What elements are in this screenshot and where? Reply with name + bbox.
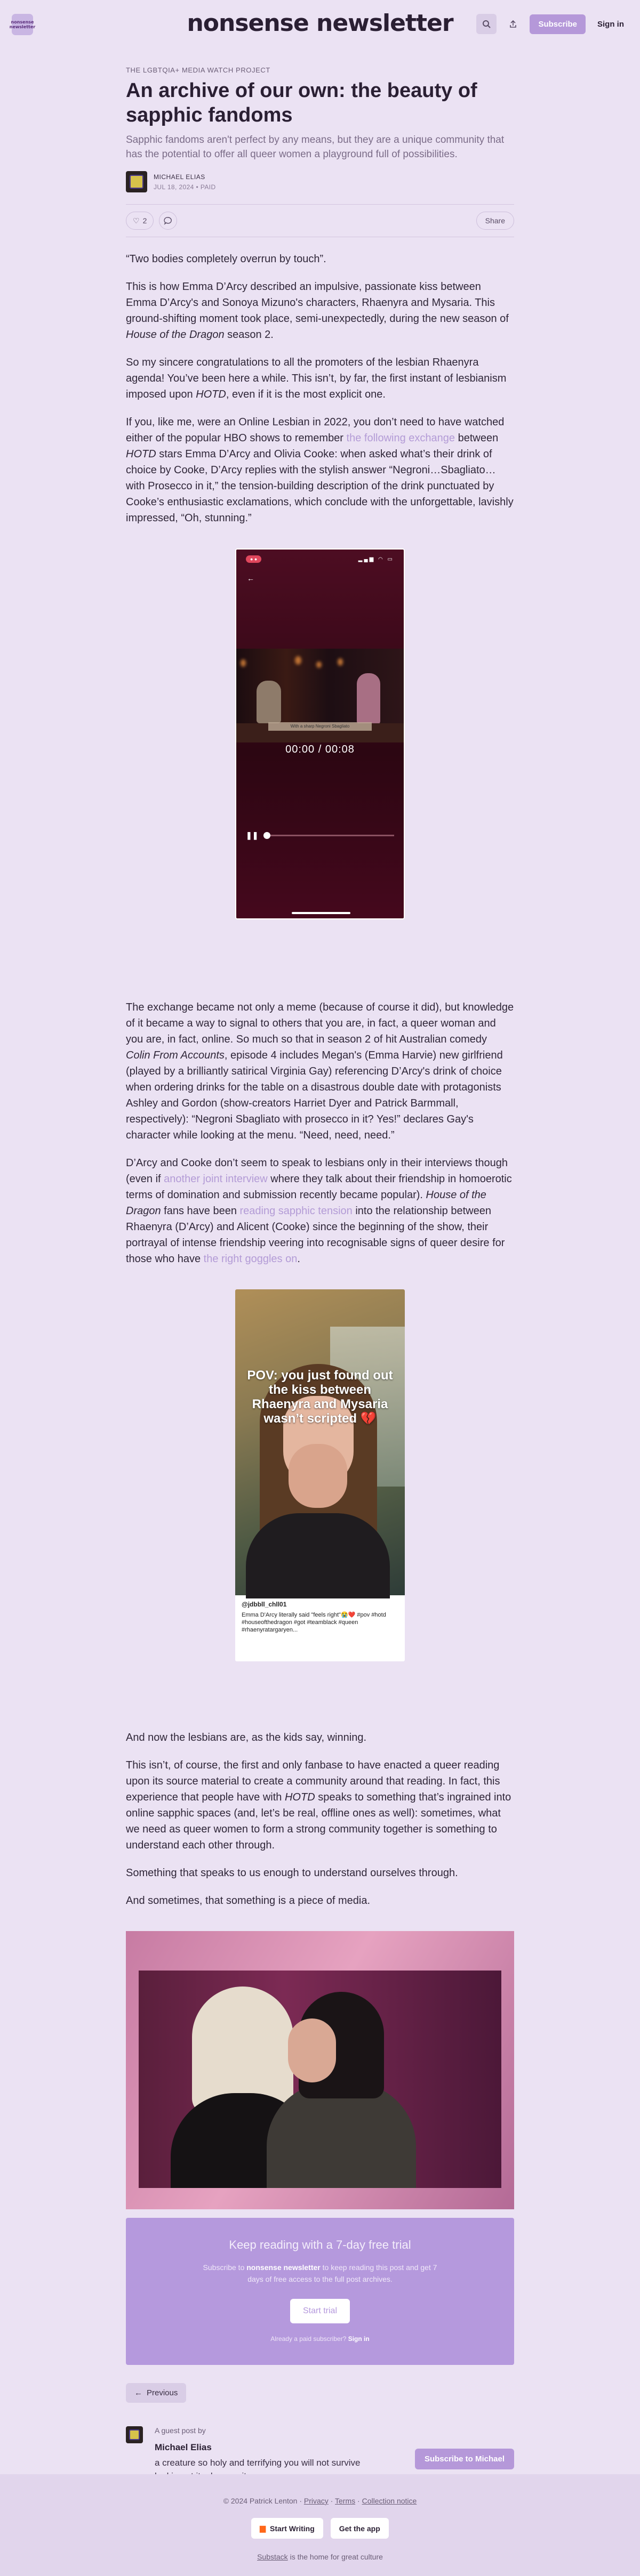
start-trial-button[interactable]: Start trial: [290, 2299, 350, 2323]
back-arrow-icon[interactable]: ←: [247, 574, 254, 583]
video-scrubber[interactable]: [263, 832, 270, 839]
copyright: © 2024 Patrick Lenton: [223, 2497, 298, 2505]
post-body-continued: [126, 999, 514, 1267]
site-title[interactable]: nonsense newsletter: [187, 10, 453, 37]
paragraph: This is how Emma D’Arcy described an impulsive, passionate kiss between Emma D’Arcy's and Sonoya Mizuno's characters, Rhaenyra and Mysaria. This ground-shifting moment took place, semi-unexpectedly, during the new season of House of the Dragon season 2.: [126, 281, 509, 341]
site-header: [0, 0, 640, 49]
author-name[interactable]: MICHAEL ELIAS: [154, 173, 205, 181]
post-title: An archive of our own: the beauty of sapphic fandoms: [126, 79, 477, 126]
guest-label: A guest post by: [155, 2426, 206, 2435]
byline: [126, 171, 514, 192]
sign-in-button[interactable]: Sign in: [597, 19, 624, 29]
paragraph: “Two bodies completely overrun by touch”.: [126, 253, 326, 265]
guest-avatar[interactable]: [126, 2426, 143, 2443]
link-reading-sapphic-tension[interactable]: reading sapphic tension: [239, 1205, 353, 1217]
already-subscriber: Already a paid subscriber? Sign in: [270, 2335, 370, 2343]
status-icons: ▂▄▆ ◠ ▭: [358, 556, 394, 562]
tiktok-username[interactable]: @jdbbll_chll01: [242, 1601, 287, 1608]
paywall-heading: Keep reading with a 7-day free trial: [229, 2238, 411, 2251]
paragraph: So my sincere congratulations to all the promoters of the lesbian Rhaenyra agenda! You’ve been here a while. This isn’t, by far, the first instant of lesbianism imposed upon HOTD, even if it is the most explicit one.: [126, 357, 507, 400]
heart-icon: ♡: [133, 216, 140, 225]
start-writing-button[interactable]: ▆ Start Writing: [251, 2518, 323, 2539]
paragraph: D’Arcy and Cooke don’t seem to speak to lesbians only in their interviews though (even if another joint interview where they talk about their friendship in homoerotic terms of domination and submission recently became popular). House of the Dragon fans have been reading sapphic tension into the relationship between Rhaenyra (D’Arcy) and Alicent (Cooke) since the beginning of the show, their portrayal of intense friendship veering into recognisable signs of queer desire for those who have the right goggles on.: [126, 1157, 512, 1265]
paragraph: And now the lesbians are, as the kids say, winning.: [126, 1732, 366, 1743]
paywall-description: Subscribe to nonsense newsletter to keep reading this post and get 7 days of free access to the full post archives.: [203, 2263, 437, 2283]
link-another-joint-interview[interactable]: another joint interview: [164, 1173, 268, 1185]
subscribe-button[interactable]: Subscribe: [530, 14, 586, 34]
logo-text: nonsense newsletter: [9, 20, 36, 29]
guest-name[interactable]: Michael Elias: [155, 2442, 212, 2452]
tiktok-overlay-text: POV: you just found out the kiss between Rhaenyra and Mysaria wasn’t scripted 💔: [247, 1368, 393, 1426]
search-icon[interactable]: [476, 14, 497, 34]
like-button[interactable]: [126, 212, 154, 230]
article-image[interactable]: [126, 1931, 514, 2209]
home-indicator: [292, 912, 350, 914]
embedded-video[interactable]: [235, 548, 405, 919]
post-kicker[interactable]: THE LGBTQIA+ MEDIA WATCH PROJECT: [126, 66, 270, 74]
paragraph: The exchange became not only a meme (because of course it did), but knowledge of it became a way to signal to others that you are, in fact, a queer woman and you are, in fact, online. So much so that in season 2 of hit Australian comedy Colin From Accounts, episode 4 includes Megan's (Emma Harvie) new girlfriend (played by a brilliantly satirical Virginia Gay) referencing D’Arcy's drink of choice when ordering drinks for the table on a disastrous double date with protagonists Ashley and Gordon (show-creators Harriet Dyer and Patrick Barmmall, respectively): “Negroni Sbagliato with prosecco in it? Yes!” declares Gay's character while looking at the menu. “Need, need, need.”: [126, 1002, 514, 1141]
paywall-sign-in-link[interactable]: Sign in: [348, 2335, 370, 2343]
privacy-link[interactable]: Privacy: [303, 2497, 329, 2505]
terms-link[interactable]: Terms: [335, 2497, 356, 2505]
paragraph: Something that speaks to us enough to understand ourselves through.: [126, 1867, 458, 1879]
substack-icon: ▆: [260, 2524, 266, 2532]
video-subtitle: With a sharp Negroni Sbagliato: [268, 722, 372, 731]
guest-bio: a creature so holy and terrifying you will not survive: [155, 2458, 361, 2468]
post-body: [126, 251, 514, 526]
post-action-bar: [126, 204, 514, 237]
author-avatar[interactable]: [126, 171, 147, 192]
link-right-goggles[interactable]: the right goggles on: [203, 1253, 298, 1265]
arrow-left-icon: ←: [134, 2388, 142, 2397]
paragraph: And sometimes, that something is a piece of media.: [126, 1895, 371, 1907]
post-date: JUL 18, 2024 • PAID: [154, 183, 216, 191]
share-icon[interactable]: [503, 14, 523, 34]
tiktok-embed[interactable]: [235, 1289, 405, 1661]
recording-indicator: ● ●: [246, 555, 261, 563]
site-footer: © 2024 Patrick Lenton · Privacy · Terms · Collection notice ▆ Start Writing Get the app Substack is the home for great culture: [0, 2474, 640, 2576]
comment-button[interactable]: [159, 212, 177, 230]
post-subtitle: Sapphic fandoms aren't perfect by any means, but they are a unique community that has the potential to offer all queer women a playground full of possibilities.: [126, 134, 505, 160]
paragraph: If you, like me, were an Online Lesbian in 2022, you don’t need to have watched either of the popular HBO shows to remember the following exchange between HOTD stars Emma D’Arcy and Olivia Cooke: when asked what’s their drink of choice by Cooke, D’Arcy replies with the stylish answer “Negroni…Sbagliato…with Prosecco in it,” the tension-building description of the drink punctuated by Cooke’s enthusiastic exclamations, which conclude with the unforgettable, lavishly impressed, “Oh, stunning.”: [126, 416, 514, 524]
video-progress-bar[interactable]: [263, 835, 394, 836]
share-button[interactable]: Share: [476, 212, 514, 230]
paid-badge: PAID: [200, 183, 216, 191]
comment-icon: [164, 216, 172, 225]
post-body-closing: [126, 1730, 514, 1909]
tiktok-thumbnail: [235, 1289, 405, 1595]
footer-tagline: Substack is the home for great culture: [257, 2553, 383, 2561]
link-following-exchange[interactable]: the following exchange: [346, 432, 455, 444]
previous-button[interactable]: ← Previous: [126, 2383, 186, 2403]
article: [126, 49, 514, 1909]
paragraph: This isn’t, of course, the first and only fanbase to have enacted a queer reading upon its source material to create a community around that reading. In fact, this experience that people have with HOTD speaks to something that’s ingrained into online sapphic spaces (and, let’s be real, offline ones as well): sometimes, what we need as queer women to form a strong community together is something to understand each other through.: [126, 1759, 511, 1851]
get-app-button[interactable]: Get the app: [331, 2518, 389, 2539]
substack-link[interactable]: Substack: [257, 2553, 288, 2561]
subscribe-to-author-button[interactable]: Subscribe to Michael: [415, 2449, 514, 2469]
tiktok-caption: Emma D'Arcy literally said "feels right"😭❤️ #pov #hotd #houseofthedragon #got #teamblack #queen #rhaenyratargaryen...: [242, 1612, 386, 1633]
collection-notice-link[interactable]: Collection notice: [362, 2497, 417, 2505]
paywall: [126, 2218, 514, 2365]
pause-icon[interactable]: ❚❚: [246, 831, 259, 839]
like-count: 2: [142, 216, 147, 225]
video-time-counter: 00:00 / 00:08: [285, 744, 355, 755]
